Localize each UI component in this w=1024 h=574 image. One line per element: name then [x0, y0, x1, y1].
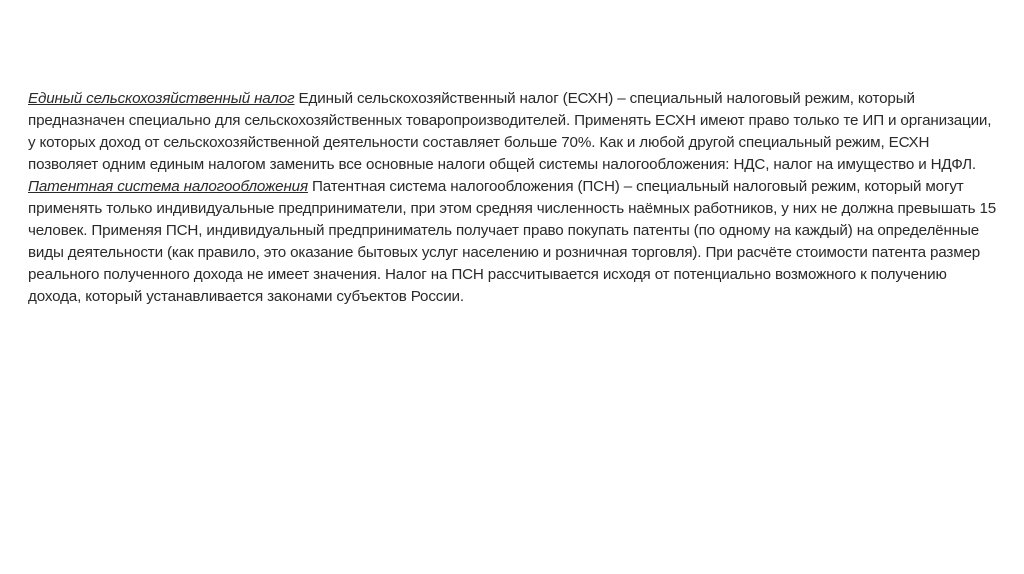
paragraph-eskhn — [28, 88, 998, 176]
paragraph-eskhn-text: Единый сельскохозяйственный налог (ЕСХН) – специальный налоговый режим, который предназначен специально для сельскохозяйственных товаропроизводителей. Применять ЕСХН имеют право только те ИП и организации, у которых доход от сельскохозяйственной деятельности составляет больше 70%. Как и любой другой специальный режим, ЕСХН позволяет одним единым налогом заменить все основные налоги общей системы налогообложения: НДС, налог на имущество и НДФЛ. — [28, 90, 992, 173]
paragraph-psn — [28, 176, 998, 308]
term-psn: Патентная система налогообложения — [28, 178, 308, 195]
paragraph-psn-text: Патентная система налогообложения (ПСН) – специальный налоговый режим, который могут применять только индивидуальные предприниматели, при этом средняя численность наёмных работников, у них не должна превышать 15 человек. Применяя ПСН, индивидуальный предприниматель получает право покупать патенты (по одному на каждый) на определённые виды деятельности (как правило, это оказание бытовых услуг населению и розничная торговля). При расчёте стоимости патента размер реального полученного дохода не имеет значения. Налог на ПСН рассчитывается исходя от потенциально возможного к получению дохода, который устанавливается законами субъектов России. — [28, 178, 997, 305]
term-eskhn: Единый сельскохозяйственный налог — [28, 90, 295, 107]
slide-text-body — [28, 88, 998, 308]
